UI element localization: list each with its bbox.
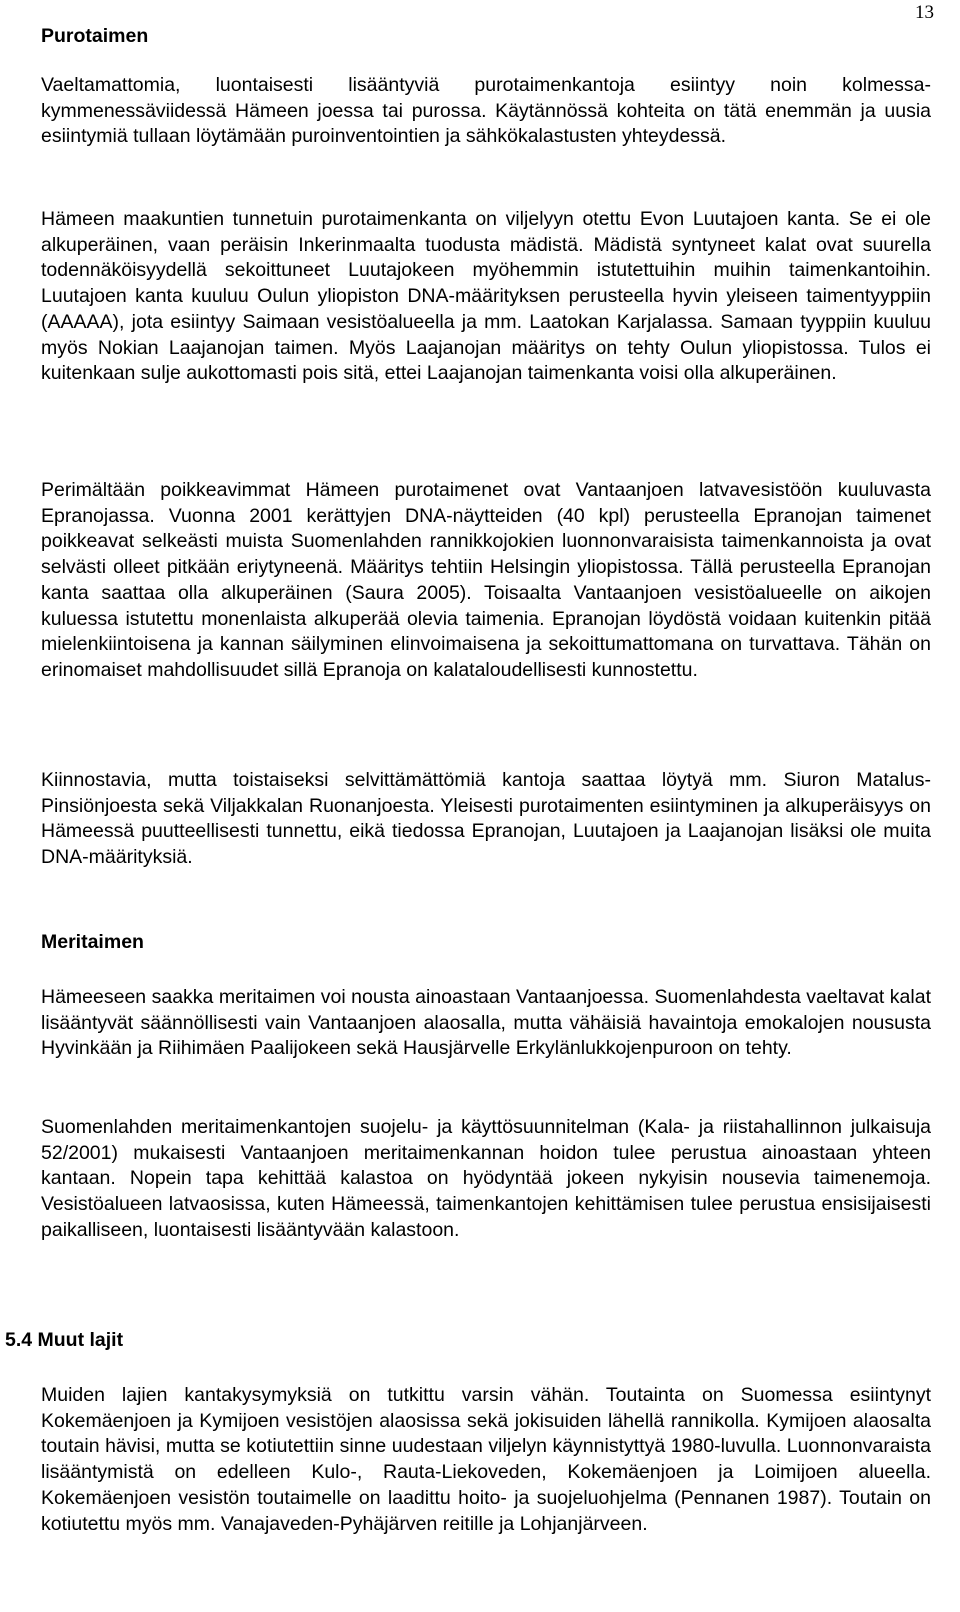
paragraph-meritaimen-2: Suomenlahden meritaimenkantojen suojelu- ja käyttösuunnitelman (Kala- ja riistahallinnon julkaisuja 52/2001) mukaisesti Vantaanjoen meritaimenkannan hoidon tulee perustua ainoastaan yhteen kantaan. Nopein tapa kehittää kalastoa on hyödyntää jokeen nykyisin nousevia taimenemoja. Vesistöalueen latvaosissa, kuten Hämeessä, taimenkantojen kehittämisen tulee perustua ensisijaisesti paikalliseen, luontaisesti lisääntyvään kalastoon. (41, 1116, 931, 1241)
page-number: 13 (915, 2, 934, 23)
paragraph-purotaimen-1: Vaeltamattomia, luontaisesti lisääntyviä purotaimenkantoja esiintyy noin kolmessakymmenessäviidessä Hämeen joessa tai purossa. Käytännössä kohteita on tätä enemmän ja uusia esiintymiä tullaan löytämään puroinventointien ja sähkökalastusten yhteydessä. (41, 74, 931, 148)
section-heading-muut-lajit: 5.4 Muut lajit (5, 1329, 124, 1351)
section-heading-meritaimen: Meritaimen (41, 931, 144, 953)
paragraph-meritaimen-1: Hämeeseen saakka meritaimen voi nousta ainoastaan Vantaanjoessa. Suomenlahdesta vaeltavat kalat lisääntyvät säännöllisesti vain Vantaanjoen alaosalla, mutta vähäisiä havaintoja emokalojen noususta Hyvinkään ja Riihimäen Paalijokeen sekä Hausjärvelle Erkylänlukkojenpuroon on tehty. (41, 986, 931, 1060)
paragraph-purotaimen-3: Perimältään poikkeavimmat Hämeen purotaimenet ovat Vantaanjoen latvavesistöön kuuluvasta Epranojassa. Vuonna 2001 kerättyjen DNA-näytteiden (40 kpl) perusteella Epranojan taimenet poikkeavat selkeästi muista Suomenlahden rannikkojokien luonnonvaraisista taimenkannoista ja ovat selvästi olleet pitkään eriytyneenä. Määritys tehtiin Helsingin yliopistossa. Tällä perusteella Epranojan kanta saattaa olla alkuperäinen (Saura 2005). Toisaalta Vantaanjoen vesistöalueelle on aikojen kuluessa istutettu monenlaista alkuperää olevia taimenia. Epranojan löydöstä voidaan kuitenkin pitää mielenkiintoisena ja kannan säilyminen elinvoimaisena ja sekoittumattomana on turvattava. Tähän on erinomaiset mahdollisuudet sillä Epranoja on kalataloudellisesti kunnostettu. (41, 479, 931, 681)
section-heading-purotaimen: Purotaimen (41, 25, 149, 47)
paragraph-muut-lajit-1: Muiden lajien kantakysymyksiä on tutkittu varsin vähän. Toutainta on Suomessa esiintynyt Kokemäenjoen ja Kymijoen vesistöjen alaosissa sekä jokisuiden lähellä rannikolla. Kymijoen alaosalta toutain hävisi, mutta se kotiutettiin sinne uudestaan viljelyn käynnistyttyä 1980-luvulla. Luonnonvaraista lisääntymistä on edelleen Kulo-, Rauta-Liekoveden, Kokemäenjoen ja Loimijoen alueella. Kokemäenjoen vesistön toutaimelle on laadittu hoito- ja suojeluohjelma (Pennanen 1987). Toutain on kotiutettu myös mm. Vanajaveden-Pyhäjärven reitille ja Lohjanjärveen. (41, 1384, 931, 1535)
paragraph-purotaimen-2: Hämeen maakuntien tunnetuin purotaimenkanta on viljelyyn otettu Evon Luutajoen kanta. Se ei ole alkuperäinen, vaan peräisin Inkerinmaalta tuodusta mädistä. Mädistä syntyneet kalat ovat suurella todennäköisyydellä sekoittuneet Luutajokeen myöhemmin istutettuihin muihin taimenkantoihin. Luutajoen kanta kuuluu Oulun yliopiston DNA-määrityksen perusteella hyvin yleiseen taimentyyppiin (AAAAA), jota esiintyy Saimaan vesistöalueella ja mm. Laatokan Karjalassa. Samaan tyyppiin kuuluu myös Nokian Laajanojan taimen. Myös Laajanojan määritys on tehty Oulun yliopistossa. Tulos ei kuitenkaan sulje aukottomasti pois sitä, ettei Laajanojan taimenkanta voisi olla alkuperäinen. (41, 208, 931, 385)
paragraph-purotaimen-4: Kiinnostavia, mutta toistaiseksi selvittämättömiä kantoja saattaa löytyä mm. Siuron Matalus-Pinsiönjoesta sekä Viljakkalan Ruonanjoesta. Yleisesti purotaimenten esiintyminen ja alkuperäisyys on Hämeessä puutteellisesti tunnettu, eikä tiedossa Epranojan, Luutajoen ja Laajanojan lisäksi ole muita DNA-määrityksiä. (41, 769, 931, 869)
